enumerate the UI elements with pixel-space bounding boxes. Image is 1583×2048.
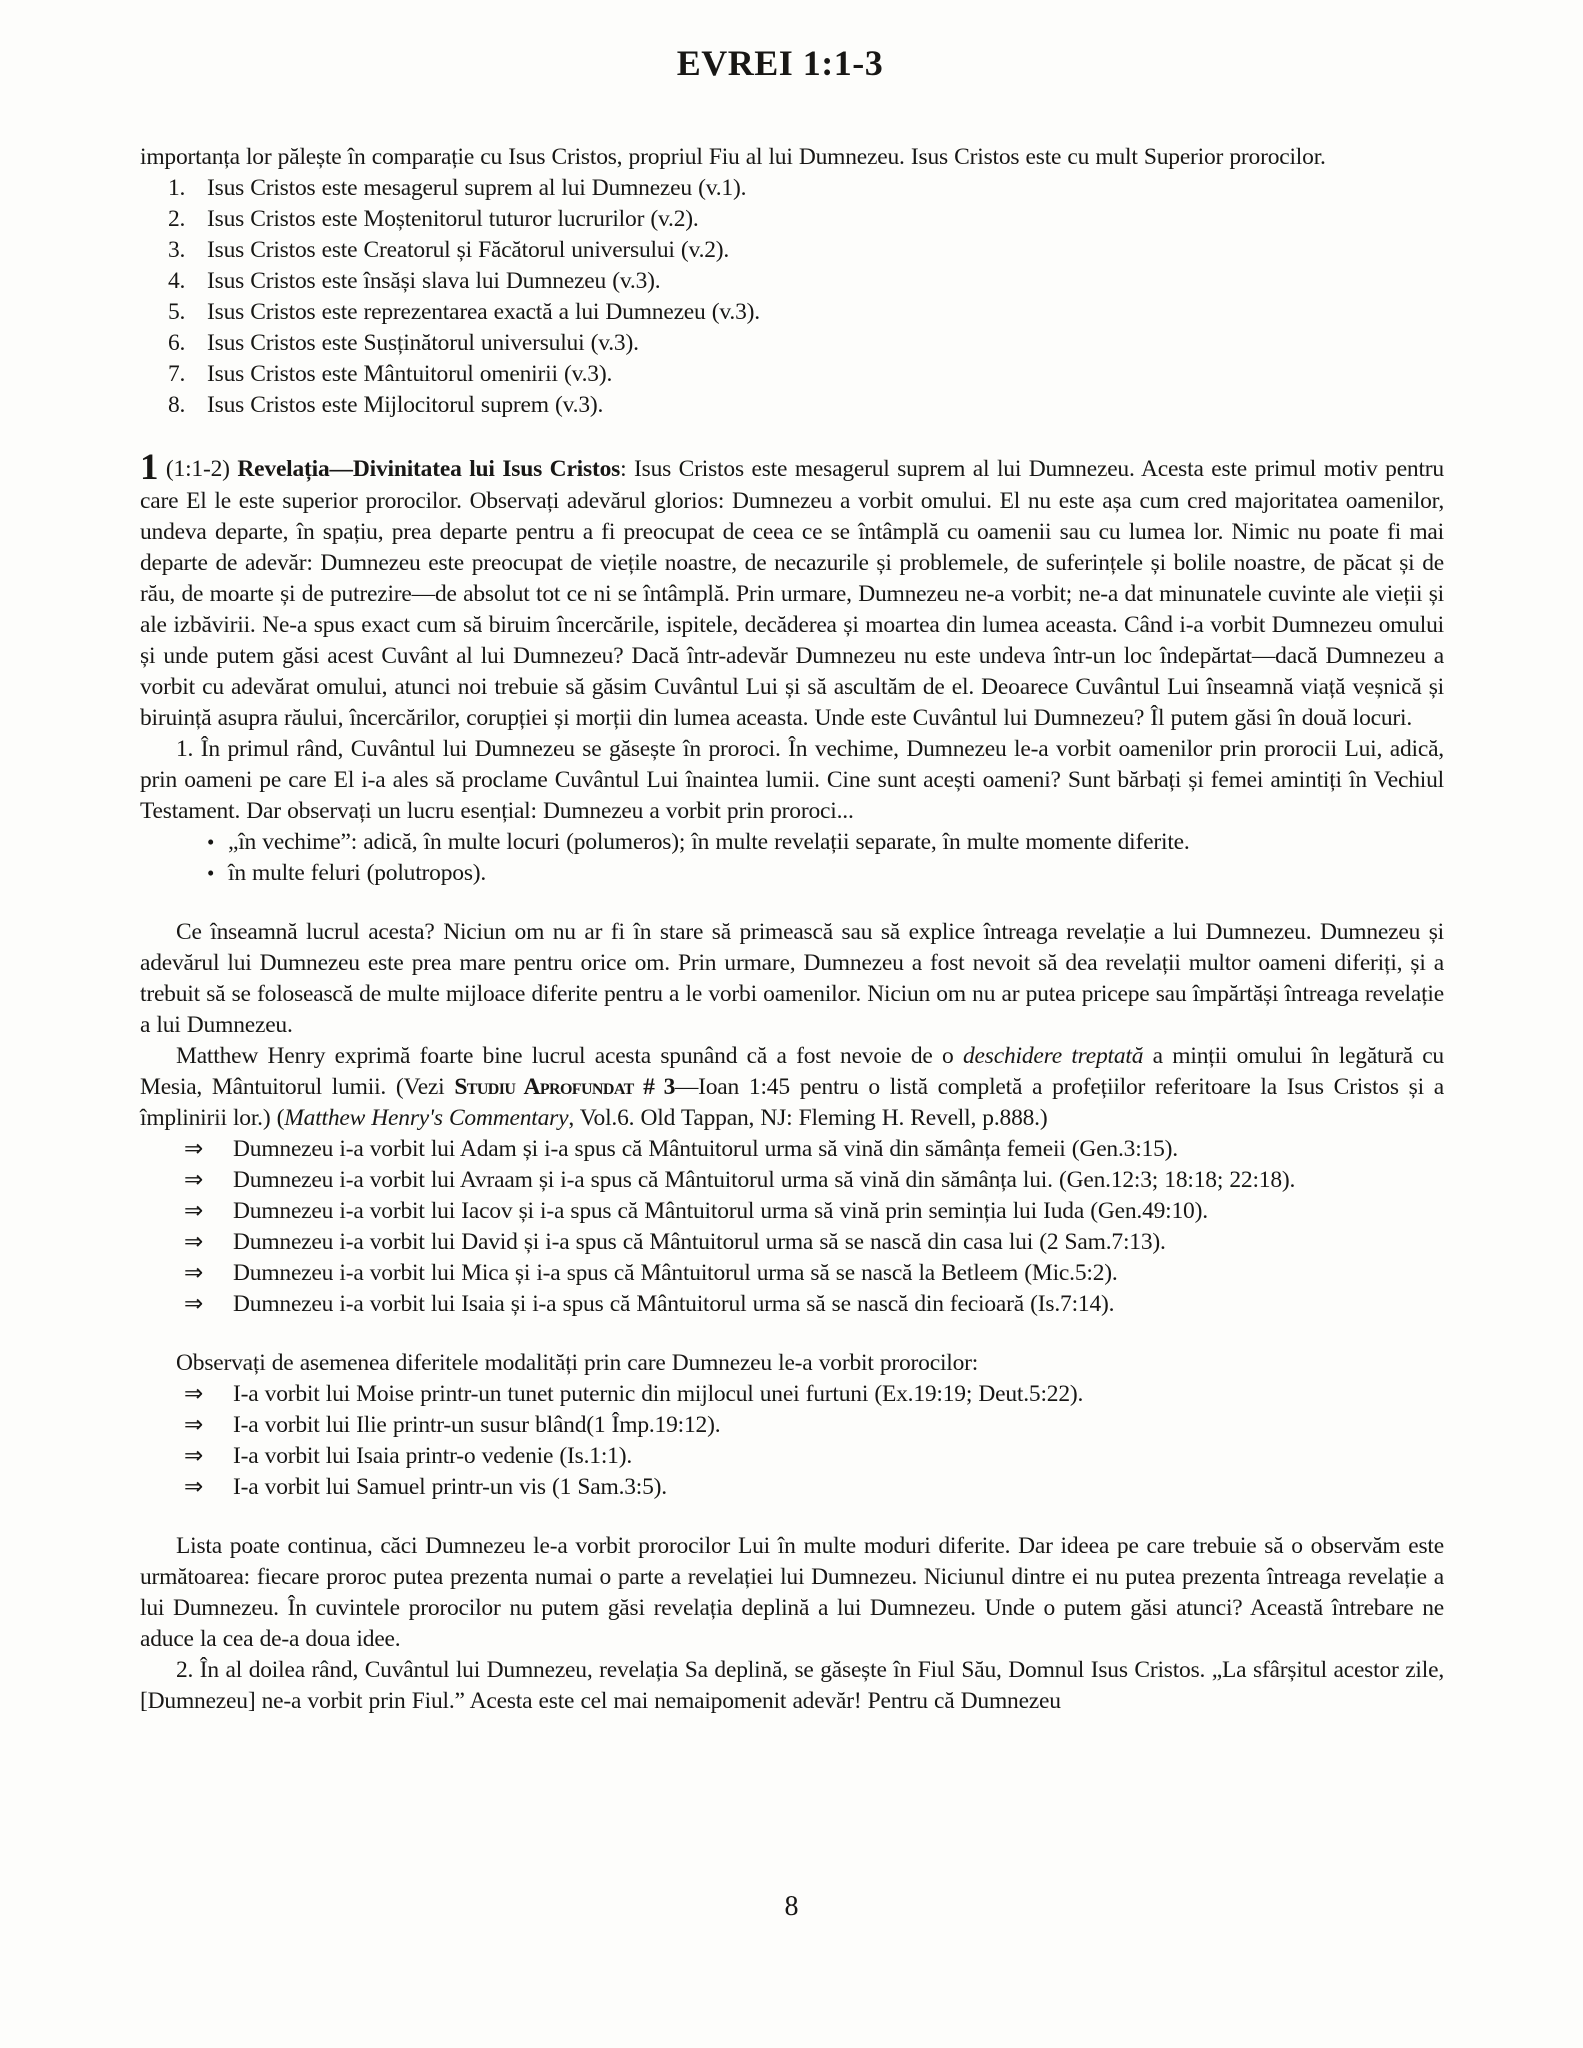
page-title: EVREI 1:1-3	[676, 43, 884, 83]
superiority-list	[140, 173, 1444, 421]
promise-item	[184, 1258, 1444, 1289]
bullet-item	[207, 858, 1444, 889]
list-item-text: Isus Cristos este Mântuitorul omenirii (v.3).	[207, 361, 613, 387]
list-item-number: 2.	[168, 206, 186, 232]
list-item	[168, 390, 1444, 421]
modality-item	[184, 1441, 1444, 1472]
list-item-number: 6.	[168, 330, 186, 356]
modality-item	[184, 1379, 1444, 1410]
bullet-icon: •	[207, 830, 215, 854]
promises-list	[140, 1134, 1444, 1320]
modalities-paragraph: Observați de asemenea diferitele modalități prin care Dumnezeu le-a vorbit prorocilor:	[176, 1350, 979, 1376]
section-1-paragraph	[140, 449, 1444, 734]
list-item-number: 7.	[168, 361, 186, 387]
arrow-icon: ⇒	[184, 1412, 204, 1438]
promise-text: Dumnezeu i-a vorbit lui Mica și i-a spus că Mântuitorul urma să se nască la Betleem (Mic.5:2).	[233, 1260, 1118, 1286]
bullet-text: „în vechime”: adică, în multe locuri (polumeros); în multe revelații separate, în multe momente diferite.	[228, 829, 1190, 855]
promise-text: Dumnezeu i-a vorbit lui Isaia și i-a spus că Mântuitorul urma să se nască din fecioară (Is.7:14).	[233, 1291, 1115, 1317]
promise-text: Dumnezeu i-a vorbit lui David și i-a spus că Mântuitorul urma să se nască din casa lui (2 Sam.7:13).	[233, 1229, 1166, 1255]
promise-text: Dumnezeu i-a vorbit lui Iacov și i-a spus că Mântuitorul urma să vină prin seminția lui Iuda (Gen.49:10).	[233, 1198, 1208, 1224]
arrow-icon: ⇒	[184, 1260, 204, 1286]
page-content	[140, 142, 1444, 1717]
bullet-item	[207, 827, 1444, 858]
section-heading: Revelația—Divinitatea lui Isus Cristos	[237, 456, 621, 482]
arrow-icon: ⇒	[184, 1474, 204, 1500]
list-item	[168, 173, 1444, 204]
emphasis-italic: deschidere treptată	[963, 1043, 1144, 1069]
list-item	[168, 266, 1444, 297]
list-item-number: 5.	[168, 299, 186, 325]
promise-item	[184, 1196, 1444, 1227]
mh-text-2: a minții omului în legătură cu Mesia, Mântuitorul lumii. (Vezi	[140, 1043, 1444, 1100]
list-item	[168, 235, 1444, 266]
promise-item	[184, 1165, 1444, 1196]
book-title-italic: Matthew Henry's Commentary	[284, 1105, 569, 1131]
list-item-number: 3.	[168, 237, 186, 263]
first-point-paragraph: 1. În primul rând, Cuvântul lui Dumnezeu se găsește în proroci. În vechime, Dumnezeu le-a vorbit oamenilor prin prorocii Lui, adică, prin oameni pe care El i-a ales să proclame Cuvântul Lui înaintea lumii. Cine sunt acești oameni? Sunt bărbați și femei amintiți în Vechiul Testament. Dar observați un lucru esențial: Dumnezeu a vorbit prin proroci...	[140, 736, 1444, 824]
promise-item	[184, 1134, 1444, 1165]
list-item	[168, 297, 1444, 328]
promise-item	[184, 1289, 1444, 1320]
list-item	[168, 204, 1444, 235]
bullet-icon: •	[207, 861, 215, 885]
list-item-text: Isus Cristos este Mijlocitorul suprem (v.3).	[207, 392, 604, 418]
closing-paragraph-2: 2. În al doilea rând, Cuvântul lui Dumnezeu, revelația Sa deplină, se găsește în Fiul Său, Domnul Isus Cristos. „La sfârșitul acestor zile, [Dumnezeu] ne-a vorbit prin Fiul.” Acesta este cel mai nemaipomenit adevăr! Pentru că Dumnezeu	[140, 1657, 1444, 1714]
promise-text: Dumnezeu i-a vorbit lui Adam și i-a spus că Mântuitorul urma să vină din sămânța femeii (Gen.3:15).	[233, 1136, 1178, 1162]
arrow-icon: ⇒	[184, 1136, 204, 1162]
modalities-list	[140, 1379, 1444, 1503]
explanation-paragraph: Ce înseamnă lucrul acesta? Niciun om nu ar fi în stare să primească sau să explice întreaga revelație a lui Dumnezeu. Dumnezeu și adevărul lui Dumnezeu este prea mare pentru orice om. Prin urmare, Dumnezeu a fost nevoit să dea revelații multor oameni diferiți, și a trebuit să se folosească de multe mijloace diferite pentru a le vorbi oamenilor. Niciun om nu ar putea pricepe sau împărtăși întreaga revelație a lui Dumnezeu.	[140, 919, 1444, 1038]
mh-text-3: —Ioan 1:45 pentru o listă completă a profețiilor referitoare la Isus Cristos și a împlinirii lor.) (	[140, 1074, 1444, 1131]
arrow-icon: ⇒	[184, 1381, 204, 1407]
arrow-icon: ⇒	[184, 1291, 204, 1317]
bullet-text: în multe feluri (polutropos).	[228, 860, 487, 886]
modality-text: I-a vorbit lui Isaia printr-o vedenie (Is.1:1).	[233, 1443, 633, 1469]
intro-paragraph: importanța lor pălește în comparație cu Isus Cristos, propriul Fiu al lui Dumnezeu. Isus Cristos este cu mult Superior prorocilor.	[140, 144, 1326, 170]
list-item-text: Isus Cristos este însăși slava lui Dumnezeu (v.3).	[207, 268, 661, 294]
modality-item	[184, 1410, 1444, 1441]
closing-paragraph-1: Lista poate continua, căci Dumnezeu le-a vorbit prorocilor Lui în multe moduri diferite. Dar ideea pe care trebuie să o observăm este următoarea: fiecare proroc putea prezenta numai o parte a revelației lui Dumnezeu. Niciunul dintre ei nu putea prezenta întreaga revelație a lui Dumnezeu. În cuvintele prorocilor nu putem găsi revelația deplină a lui Dumnezeu. Unde o putem găsi atunci? Această întrebare ne aduce la cea de-a doua idee.	[140, 1533, 1444, 1652]
list-item-number: 1.	[168, 175, 186, 201]
arrow-icon: ⇒	[184, 1229, 204, 1255]
section-number: 1	[140, 447, 159, 488]
list-item-number: 4.	[168, 268, 186, 294]
list-item-text: Isus Cristos este Creatorul și Făcătorul universului (v.2).	[207, 237, 730, 263]
section-body-text: : Isus Cristos este mesagerul suprem al lui Dumnezeu. Acesta este primul motiv pentru care El le este superior prorocilor. Observați adevărul glorios: Dumnezeu a vorbit omului. El nu este așa cum cred majoritatea oamenilor, undeva departe, în spațiu, prea departe pentru a fi preocupat de ceea ce se întâmplă cu oamenii sau cu lumea lor. Nimic nu poate fi mai departe de adevăr: Dumnezeu este preocupat de viețile noastre, de necazurile și problemele, de suferințele și bolile noastre, de păcat și de rău, de moarte și de putrezire—de absolut tot ce ni se întâmplă. Prin urmare, Dumnezeu ne-a vorbit; ne-a dat minunatele cuvinte ale vieții și ale izbăvirii. Ne-a spus exact cum să biruim încercările, ispitele, decăderea și moartea din lumea aceasta. Când i-a vorbit Dumnezeu omului și unde putem găsi acest Cuvânt al lui Dumnezeu? Dacă într-adevăr Dumnezeu nu este undeva într-un loc îndepărtat—dacă Dumnezeu a vorbit cu adevărat omului, atunci noi trebuie să găsim Cuvântul Lui și să ascultăm de el. Deoarece Cuvântul Lui înseamnă viață veșnică și biruință asupra răului, încercărilor, corupției și morții din lumea aceasta. Unde este Cuvântul lui Dumnezeu? Îl putem găsi în două locuri.	[140, 456, 1444, 731]
modality-text: I-a vorbit lui Moise printr-un tunet puternic din mijlocul unei furtuni (Ex.19:19; Deut.5:22).	[233, 1381, 1084, 1407]
modality-text: I-a vorbit lui Ilie printr-un susur blând(1 Împ.19:12).	[233, 1412, 721, 1438]
promise-item	[184, 1227, 1444, 1258]
list-item	[168, 359, 1444, 390]
list-item-number: 8.	[168, 392, 186, 418]
deeper-study-reference: Studiu Aprofundat # 3	[454, 1074, 675, 1100]
list-item-text: Isus Cristos este reprezentarea exactă a lui Dumnezeu (v.3).	[207, 299, 760, 325]
section-reference: (1:1-2)	[158, 456, 238, 482]
page-number: 8	[784, 1891, 799, 1922]
modality-text: I-a vorbit lui Samuel printr-un vis (1 Sam.3:5).	[233, 1474, 667, 1500]
list-item-text: Isus Cristos este mesagerul suprem al lui Dumnezeu (v.1).	[207, 175, 747, 201]
list-item-text: Isus Cristos este Susținătorul universului (v.3).	[207, 330, 639, 356]
promise-text: Dumnezeu i-a vorbit lui Avraam și i-a spus că Mântuitorul urma să vină din sămânța lui. (Gen.12:3; 18:18; 22:18).	[233, 1167, 1296, 1193]
modality-item	[184, 1472, 1444, 1503]
mh-text-4: , Vol.6. Old Tappan, NJ: Fleming H. Revell, p.888.)	[568, 1105, 1048, 1131]
arrow-icon: ⇒	[184, 1443, 204, 1469]
list-item-text: Isus Cristos este Moștenitorul tuturor lucrurilor (v.2).	[207, 206, 699, 232]
matthew-henry-paragraph	[140, 1041, 1444, 1134]
arrow-icon: ⇒	[184, 1198, 204, 1224]
list-item	[168, 328, 1444, 359]
mh-text-1: Matthew Henry exprimă foarte bine lucrul acesta spunând că a fost nevoie de o	[176, 1043, 963, 1069]
arrow-icon: ⇒	[184, 1167, 204, 1193]
bullet-list	[140, 827, 1444, 889]
